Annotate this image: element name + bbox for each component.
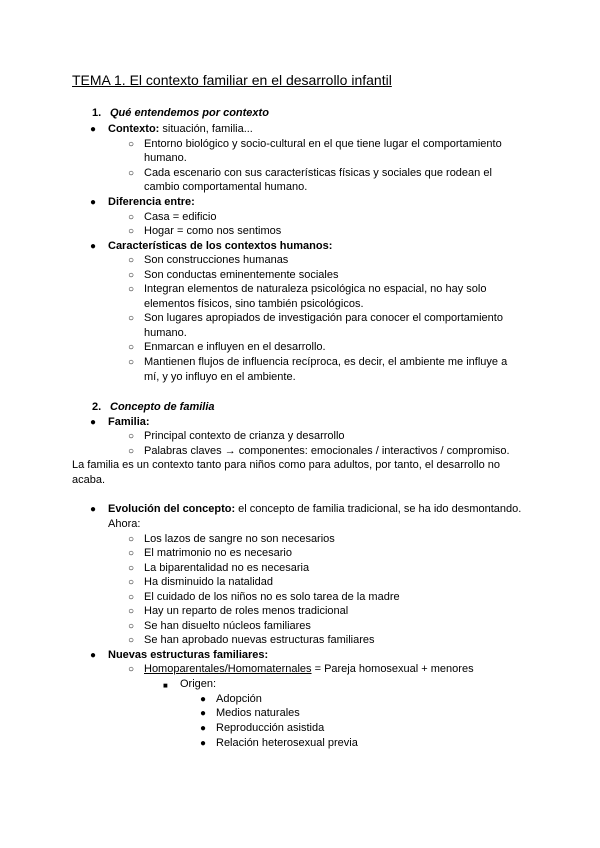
- document-title: TEMA 1. El contexto familiar en el desarrollo infantil: [72, 72, 392, 88]
- bullet-dot-icon: ●: [200, 694, 207, 705]
- bullet-dot-icon: ●: [90, 504, 97, 515]
- bullet-circle-icon: ○: [128, 255, 135, 266]
- evolucion-item-1: Los lazos de sangre no son necesarios: [144, 533, 335, 545]
- section-1-title: Qué entendemos por contexto: [110, 107, 269, 119]
- bullet-circle-icon: ○: [128, 563, 135, 574]
- origen-item-2: Medios naturales: [216, 707, 300, 719]
- evolucion-item-6: Hay un reparto de roles menos tradicional: [144, 605, 349, 617]
- section-2-number: 2.: [92, 401, 102, 413]
- contexto-text: situación, familia...: [159, 123, 253, 135]
- bullet-circle-icon: ○: [128, 212, 135, 223]
- section-2-heading: [92, 400, 215, 415]
- caracteristicas-item-4-line1: Son lugares apropiados de investigación para conocer el comportamiento: [144, 312, 503, 324]
- bullet-square-icon: ■: [163, 681, 168, 690]
- contexto-item: [108, 122, 253, 137]
- bullet-dot-icon: ●: [200, 738, 207, 749]
- origen-item-3: Reproducción asistida: [216, 722, 325, 734]
- homoparentales-text: = Pareja homosexual + menores: [311, 663, 474, 675]
- homoparentales-label: Homoparentales/Homomaternales: [144, 663, 312, 675]
- section-2-title: Concepto de familia: [110, 401, 215, 413]
- section-1-heading: [92, 106, 269, 121]
- bullet-circle-icon: ○: [128, 577, 135, 588]
- caracteristicas-item-5: Enmarcan e influyen en el desarrollo.: [144, 341, 326, 353]
- origen-item-4: Relación heterosexual previa: [216, 737, 358, 749]
- bullet-circle-icon: ○: [128, 592, 135, 603]
- evolucion-item-3: La biparentalidad no es necesaria: [144, 562, 310, 574]
- contexto-subitem-1-line1: Entorno biológico y socio-cultural en el que tiene lugar el comportamiento: [144, 138, 502, 150]
- bullet-circle-icon: ○: [128, 342, 135, 353]
- bullet-circle-icon: ○: [128, 621, 135, 632]
- bullet-dot-icon: ●: [90, 650, 97, 661]
- nuevas-label: Nuevas estructuras familiares:: [108, 649, 269, 661]
- diferencia-item-2: Hogar = como nos sentimos: [144, 225, 282, 237]
- bullet-dot-icon: ●: [90, 241, 97, 252]
- bullet-circle-icon: ○: [128, 168, 135, 179]
- bullet-dot-icon: ●: [90, 197, 97, 208]
- evolucion-item-8: Se han aprobado nuevas estructuras familiares: [144, 634, 375, 646]
- origen-item-1: Adopción: [216, 693, 262, 705]
- bullet-circle-icon: ○: [128, 284, 135, 295]
- caracteristicas-label: Características de los contextos humanos:: [108, 240, 333, 252]
- familia-item-1: Principal contexto de crianza y desarrollo: [144, 430, 345, 442]
- contexto-label: Contexto:: [108, 123, 160, 135]
- bullet-circle-icon: ○: [128, 664, 135, 675]
- bullet-circle-icon: ○: [128, 431, 135, 442]
- diferencia-item-1: Casa = edificio: [144, 211, 217, 223]
- contexto-subitem-2-line1: Cada escenario con sus características físicas y sociales que rodean el: [144, 167, 492, 179]
- contexto-subitem-2-line2: cambio comportamental humano.: [144, 181, 308, 193]
- evolucion-item-2: El matrimonio no es necesario: [144, 547, 292, 559]
- familia-paragraph-line2: acaba.: [72, 474, 106, 486]
- evolucion-text: el concepto de familia tradicional, se ha ido desmontando.: [235, 503, 522, 515]
- caracteristicas-item-3-line2: elementos físicos, sino también psicológicos.: [144, 298, 364, 310]
- caracteristicas-item-1: Son construcciones humanas: [144, 254, 289, 266]
- diferencia-label: Diferencia entre:: [108, 196, 195, 208]
- bullet-circle-icon: ○: [128, 534, 135, 545]
- bullet-circle-icon: ○: [128, 313, 135, 324]
- contexto-subitem-1-line2: humano.: [144, 152, 187, 164]
- bullet-dot-icon: ●: [200, 708, 207, 719]
- familia-paragraph-line1: La familia es un contexto tanto para niños como para adultos, por tanto, el desarrollo no: [72, 459, 501, 471]
- familia-label: Familia:: [108, 416, 150, 428]
- bullet-dot-icon: ●: [90, 124, 97, 135]
- evolucion-line2: Ahora:: [108, 518, 141, 530]
- evolucion-item-5: El cuidado de los niños no es solo tarea de la madre: [144, 591, 400, 603]
- bullet-circle-icon: ○: [128, 606, 135, 617]
- bullet-circle-icon: ○: [128, 226, 135, 237]
- caracteristicas-item-6-line2: mí, y yo influyo en el ambiente.: [144, 371, 296, 383]
- evolucion-item-7: Se han disuelto núcleos familiares: [144, 620, 311, 632]
- bullet-circle-icon: ○: [128, 635, 135, 646]
- bullet-circle-icon: ○: [128, 270, 135, 281]
- bullet-circle-icon: ○: [128, 548, 135, 559]
- section-1-number: 1.: [92, 107, 102, 119]
- caracteristicas-item-3-line1: Integran elementos de naturaleza psicológica no espacial, no hay solo: [144, 283, 487, 295]
- bullet-circle-icon: ○: [128, 446, 135, 457]
- homoparentales-item: [144, 662, 474, 677]
- caracteristicas-item-2: Son conductas eminentemente sociales: [144, 269, 339, 281]
- caracteristicas-item-6-line1: Mantienen flujos de influencia recíproca, es decir, el ambiente me influye a: [144, 356, 508, 368]
- evolucion-item-4: Ha disminuido la natalidad: [144, 576, 274, 588]
- bullet-dot-icon: ●: [90, 417, 97, 428]
- origen-label: Origen:: [180, 678, 217, 690]
- bullet-dot-icon: ●: [200, 723, 207, 734]
- caracteristicas-item-4-line2: humano.: [144, 327, 187, 339]
- evolucion-label: Evolución del concepto:: [108, 503, 236, 515]
- bullet-circle-icon: ○: [128, 139, 135, 150]
- familia-item-2: Palabras claves → componentes: emocionales / interactivos / compromiso.: [144, 445, 510, 457]
- bullet-circle-icon: ○: [128, 357, 135, 368]
- evolucion-item: [108, 502, 521, 517]
